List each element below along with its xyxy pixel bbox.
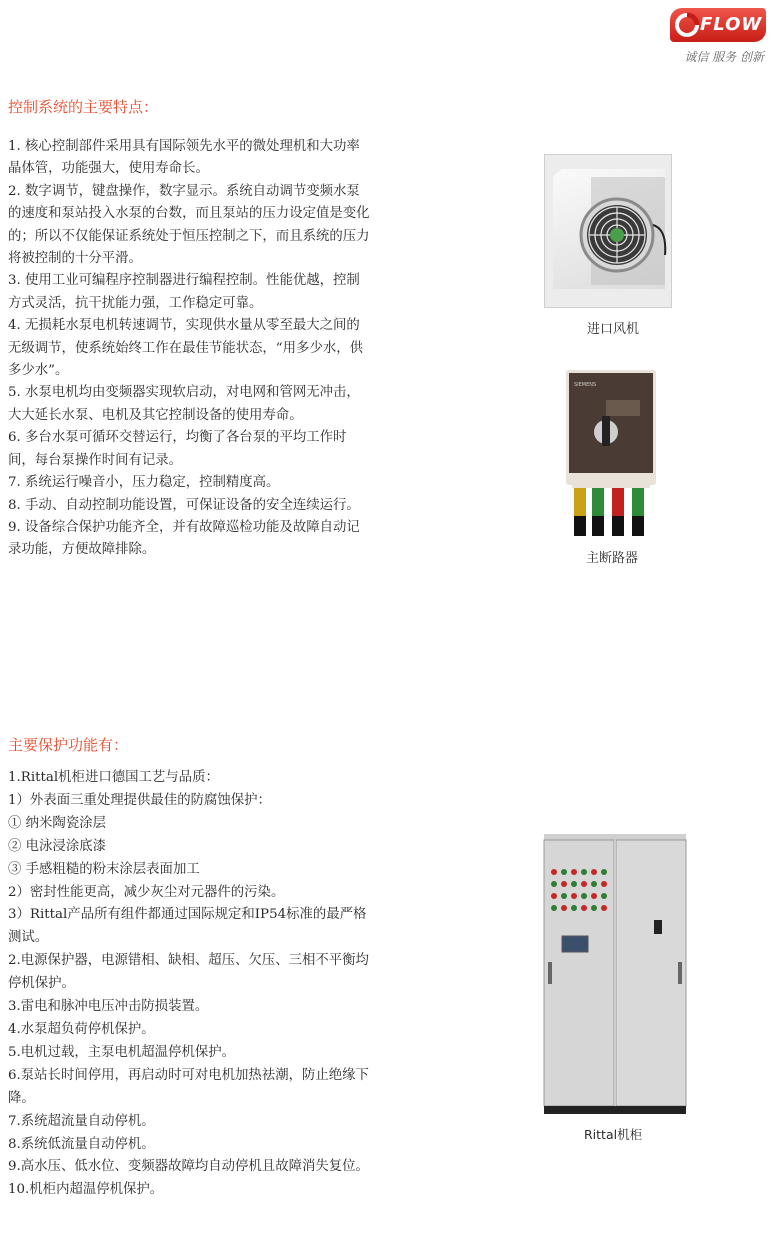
list-item: 6. 多台水泵可循环交替运行，均衡了各台泵的平均工作时间，每台泵操作时间有记录。 [8, 430, 347, 468]
list-item: 1）外表面三重处理提供最佳的防腐蚀保护： [8, 792, 271, 808]
indicator-light [591, 869, 597, 875]
list-item: 3）Rittal产品所有组件都通过国际规定和IP54标准的最严格测试。 [8, 907, 367, 946]
list-item: ② 电泳浸涂底漆 [8, 838, 106, 854]
logo-brand-text: FLOW [700, 14, 763, 35]
list-item: 5. 水泵电机均由变频器实现软启动，对电网和管网无冲击，大大延长水泵、电机及其它控制设备的使用寿命。 [8, 385, 360, 423]
cabinet-caption: Rittal机柜 [584, 1127, 643, 1142]
indicator-light [551, 869, 557, 875]
list-item: 5.电机过载，主泵电机超温停机保护。 [8, 1044, 236, 1060]
indicator-light [571, 893, 577, 899]
list-item: 1.Rittal机柜进口德国工艺与品质： [8, 770, 219, 785]
list-item: 9.高水压、低水位、变频器故障均自动停机且故障消失复位。 [8, 1159, 369, 1175]
feature-list [8, 136, 370, 562]
list-item: 10.机柜内超温停机保护。 [8, 1182, 164, 1198]
indicator-light [551, 905, 557, 911]
breaker-icon [566, 370, 656, 540]
indicator-light [601, 893, 607, 899]
indicator-light [561, 881, 567, 887]
indicator-light [571, 869, 577, 875]
list-item: 1. 核心控制部件采用具有国际领先水平的微处理机和大功率晶体管，功能强大，使用寿命长。 [8, 139, 360, 177]
indicator-light [591, 893, 597, 899]
list-item: ① 纳米陶瓷涂层 [8, 815, 106, 831]
indicator-light [561, 905, 567, 911]
indicator-light [561, 893, 567, 899]
logo-slogan: 诚信 服务 创新 [684, 50, 764, 64]
indicator-light [551, 893, 557, 899]
indicator-light [591, 905, 597, 911]
indicator-light [581, 893, 587, 899]
indicator-light [591, 881, 597, 887]
section-title-protections: 主要保护功能有： [8, 736, 129, 754]
indicator-light [601, 881, 607, 887]
list-item: 4.水泵超负荷停机保护。 [8, 1021, 155, 1037]
indicator-light [581, 869, 587, 875]
list-item: 6.泵站长时间停用，再启动时可对电机加热祛潮，防止绝缘下降。 [8, 1067, 369, 1106]
indicator-light [581, 881, 587, 887]
fan-icon [545, 155, 671, 307]
indicator-light [601, 869, 607, 875]
brand-logo [666, 8, 766, 68]
list-item: 8. 手动、自动控制功能设置，可保证设备的安全连续运行。 [8, 497, 360, 513]
indicator-light [571, 881, 577, 887]
fan-caption: 进口风机 [587, 322, 640, 337]
indicator-light [601, 905, 607, 911]
list-item: 9. 设备综合保护功能齐全，并有故障巡检功能及故障自动记录功能，方便故障排除。 [8, 519, 360, 558]
list-item: 8.系统低流量自动停机。 [8, 1136, 155, 1152]
list-item: 2）密封性能更高，减少灰尘对元器件的污染。 [8, 884, 285, 900]
list-item: 3. 使用工业可编程序控制器进行编程控制。性能优越，控制方式灵活，抗干扰能力强，工作稳定可靠。 [8, 273, 360, 311]
cabinet-photo [542, 832, 688, 1116]
list-item: ③ 手感粗糙的粉末涂层表面加工 [8, 861, 200, 877]
section-title-control-features: 控制系统的主要特点： [8, 98, 159, 116]
protection-list [8, 767, 370, 1202]
indicator-light [551, 881, 557, 887]
list-item: 2.电源保护器，电源错相、缺相、超压、欠压、三相不平衡均停机保护。 [8, 953, 369, 992]
indicator-light [571, 905, 577, 911]
breaker-caption: 主断路器 [586, 551, 639, 566]
cabinet-icon [542, 832, 688, 1116]
breaker-photo [566, 370, 656, 540]
list-item: 7.系统超流量自动停机。 [8, 1113, 155, 1129]
logo-mark [670, 8, 766, 42]
indicator-light [581, 905, 587, 911]
list-item: 3.雷电和脉冲电压冲击防损装置。 [8, 999, 209, 1015]
list-item: 4. 无损耗水泵电机转速调节，实现供水量从零至最大之间的无级调节，使系统始终工作在最佳节能状态，“用多少水，供多少水”。 [8, 318, 363, 379]
fan-photo [544, 154, 672, 308]
breaker-brand-label: SIEMENS [574, 382, 597, 388]
list-item: 2. 数字调节，键盘操作，数字显示。系统自动调节变频水泵的速度和泵站投入水泵的台数，而且泵站的压力设定值是变化的；所以不仅能保证系统处于恒压控制之下，而且系统的压力将被控制的十分平滑。 [8, 183, 370, 267]
logo-swirl-icon [674, 12, 700, 38]
list-item: 7. 系统运行噪音小，压力稳定，控制精度高。 [8, 475, 280, 491]
indicator-light [561, 869, 567, 875]
